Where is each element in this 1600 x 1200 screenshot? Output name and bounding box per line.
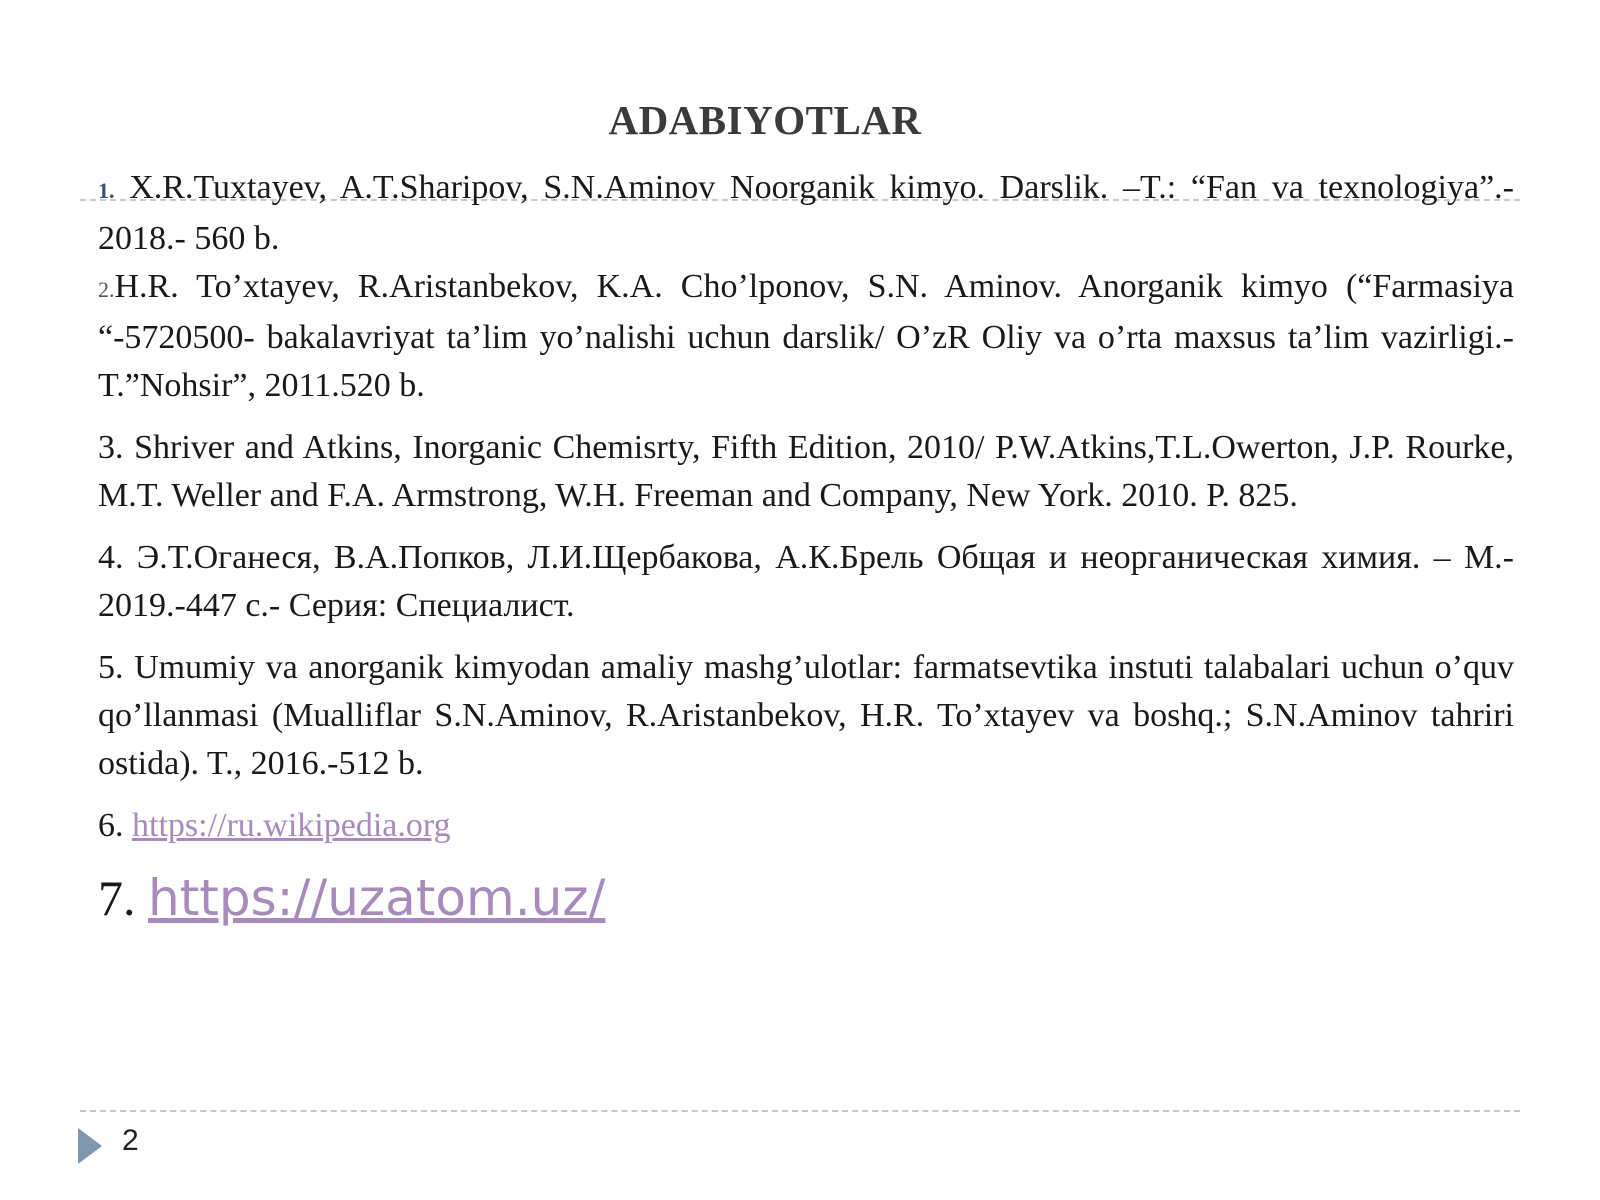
bottom-divider xyxy=(80,1110,1520,1112)
reference-number: 7. xyxy=(98,870,148,926)
reference-item-6 xyxy=(98,802,1514,850)
uzatom-link[interactable]: https://uzatom.uz/ xyxy=(148,869,606,927)
wikipedia-link[interactable]: https://ru.wikipedia.org xyxy=(132,807,451,844)
reference-text: H.R. To’xtayev, R.Aristanbekov, K.A. Cho’lponov, S.N. Aminov. Anorganik kimyo (“Farmasiya “-5720500- bakalavriyat ta’lim yo’nalishi uchun darslik/ O’zR Oliy va o’rta maxsus ta’lim vazirligi.-T.”Nohsir”, 2011.520 b. xyxy=(98,268,1514,404)
reference-number: 6. xyxy=(98,807,132,844)
reference-item-7 xyxy=(98,866,1514,930)
reference-number: 1. xyxy=(98,178,115,203)
triangle-bullet-icon xyxy=(78,1128,102,1164)
reference-text: X.R.Tuxtayev, A.T.Sharipov, S.N.Aminov Noorganik kimyo. Darslik. –T.: “Fan va texnologiya”.- 2018.- 560 b. xyxy=(98,169,1514,257)
reference-item-4: 4. Э.Т.Оганеся, В.А.Попков, Л.И.Щербакова, А.К.Брель Общая и неорганическая химия. – М.- 2019.-447 с.- Серия: Специалист. xyxy=(98,539,1514,624)
reference-item-3: 3. Shriver and Atkins, Inorganic Chemisrty, Fifth Edition, 2010/ P.W.Atkins,T.L.Owerton, J.P. Rourke, M.T. Weller and F.A. Armstrong, W.H. Freeman and Company, New York. 2010. P. 825. xyxy=(98,429,1514,514)
reference-item-1 xyxy=(98,164,1514,263)
page-number: 2 xyxy=(122,1124,139,1157)
reference-item-5: 5. Umumiy va anorganik kimyodan amaliy mashg’ulotlar: farmatsevtika instuti talabalari uchun o’quv qo’llanmasi (Mualliflar S.N.Aminov, R.Aristanbekov, H.R. To’xtayev va boshq.; S.N.Aminov tahriri ostida). T., 2016.-512 b. xyxy=(98,649,1514,782)
reference-list xyxy=(98,164,1514,930)
reference-number: 2. xyxy=(98,277,115,302)
page-title: ADABIYOTLAR xyxy=(608,97,922,143)
reference-item-2 xyxy=(98,263,1514,410)
